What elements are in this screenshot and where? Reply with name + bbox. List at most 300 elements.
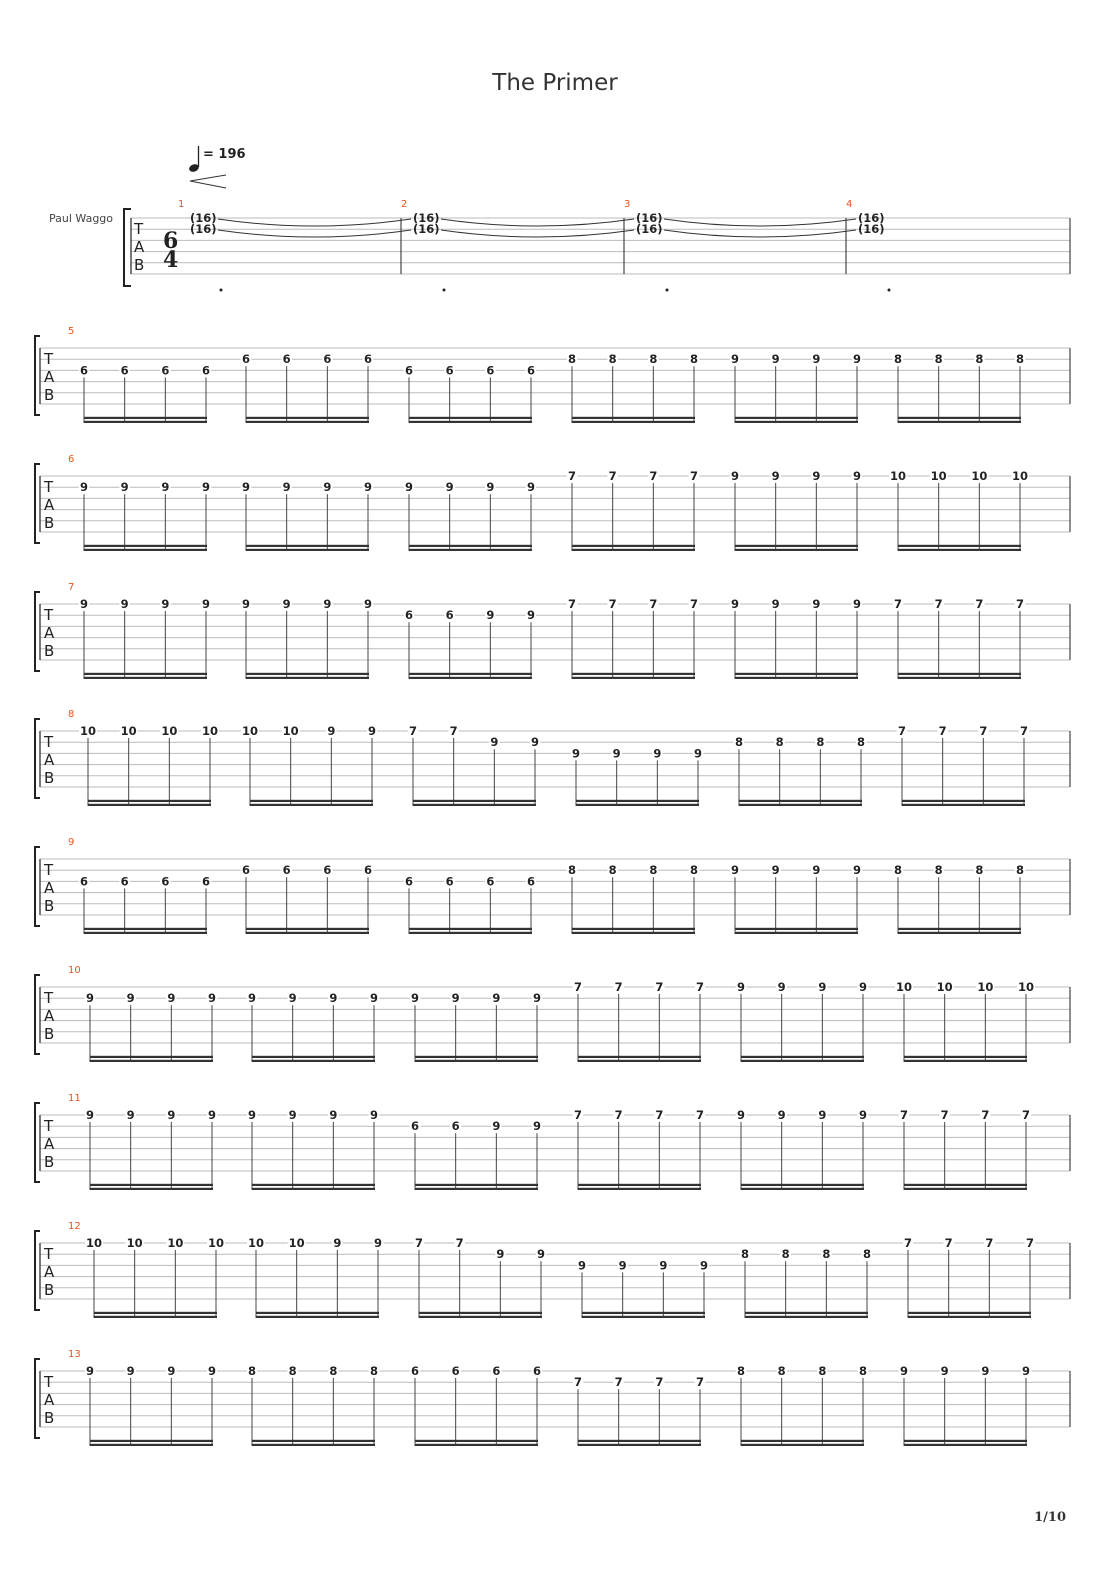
beam: [572, 928, 695, 930]
beam: [413, 800, 536, 802]
fret-number: 6: [492, 1364, 501, 1378]
fret-number: 10: [936, 980, 953, 994]
fret-number: 9: [496, 1247, 505, 1262]
fret-number: 7: [981, 1108, 990, 1122]
fret-number: 9: [369, 991, 379, 1006]
beam: [898, 928, 1021, 930]
fret-number: 9: [167, 991, 176, 1006]
beam: [246, 932, 369, 934]
beam: [88, 800, 211, 802]
fret-number: 9: [327, 724, 336, 738]
fret-number: 7: [649, 597, 658, 611]
beam: [739, 800, 862, 802]
system-bracket: [35, 1231, 40, 1310]
staff-lines: [131, 218, 1070, 274]
fret-number: 10: [241, 724, 259, 738]
fret-number: 9: [79, 480, 89, 495]
fret-number: 9: [363, 480, 373, 495]
beam: [84, 545, 207, 547]
fret-number: 6: [404, 363, 414, 378]
fret-number: 9: [282, 480, 291, 495]
tab-clef-letter: A: [44, 368, 55, 386]
fret-number: 9: [161, 480, 170, 495]
fret-number: 9: [777, 1108, 786, 1122]
beam: [252, 1188, 375, 1190]
fret-number: 8: [649, 863, 658, 878]
fret-number: 9: [492, 991, 501, 1006]
fret-number: 9: [120, 480, 129, 495]
fret-number: 9: [736, 1108, 746, 1122]
beam: [88, 804, 211, 806]
beam: [898, 421, 1021, 423]
tab-clef-t: T: [134, 220, 144, 238]
fret-number: 8: [856, 735, 866, 750]
system-bracket: [124, 209, 131, 286]
fret-number: 8: [816, 735, 825, 750]
staccato-dot: [443, 289, 446, 292]
fret-number: 9: [530, 735, 540, 750]
system-bracket: [35, 1103, 40, 1182]
tab-clef-letter: T: [44, 1117, 54, 1135]
beam: [572, 932, 695, 934]
fret-number: 7: [975, 597, 984, 611]
fret-number: (16): [413, 211, 440, 225]
fret-number: 6: [323, 352, 332, 367]
beam: [409, 673, 532, 675]
fret-number: 8: [777, 1364, 786, 1378]
fret-number: 7: [899, 1108, 909, 1122]
beam: [741, 1444, 864, 1446]
fret-number: 7: [979, 724, 988, 738]
beam: [745, 1312, 868, 1314]
beam: [84, 928, 207, 930]
fret-number: 6: [161, 363, 170, 378]
time-signature-bottom: 4: [163, 247, 179, 273]
beam: [84, 677, 207, 679]
intro-measures: [178, 199, 891, 292]
fret-number: 9: [486, 480, 495, 495]
system-bracket: [35, 336, 40, 415]
fret-number: 7: [1019, 724, 1029, 738]
fret-number: 9: [730, 863, 740, 878]
fret-number: 9: [730, 352, 740, 367]
tempo-text: = 196: [203, 147, 246, 162]
beam: [735, 549, 858, 551]
fret-number: 9: [161, 597, 170, 611]
fret-number: 9: [852, 597, 862, 611]
fret-number: 7: [414, 1236, 424, 1250]
tab-system: [35, 326, 1070, 423]
beam: [252, 1056, 375, 1058]
fret-number: 7: [573, 980, 583, 994]
beam: [739, 804, 862, 806]
staccato-dot: [220, 289, 223, 292]
beam: [908, 1316, 1031, 1318]
fret-number: 6: [79, 363, 89, 378]
fret-number: 9: [653, 746, 662, 761]
beam: [572, 677, 695, 679]
measure-number: 9: [68, 837, 75, 848]
fret-number: 6: [363, 352, 373, 367]
fret-number: 7: [897, 724, 907, 738]
measure-number: 3: [624, 199, 631, 210]
fret-number: 7: [449, 724, 458, 738]
tab-clef-letter: B: [44, 386, 55, 404]
fret-number: 10: [1011, 469, 1029, 483]
tab-clef-a: A: [134, 238, 145, 256]
fret-number: 8: [369, 1364, 379, 1378]
fret-number: 8: [934, 863, 943, 878]
beam: [246, 677, 369, 679]
fret-number: 9: [659, 1258, 668, 1273]
fret-number: 9: [852, 469, 862, 483]
measure-number: 8: [68, 709, 75, 720]
fret-number: 7: [408, 724, 418, 738]
fret-number: 10: [207, 1236, 225, 1250]
fret-number: 7: [655, 1108, 664, 1122]
fret-number: 7: [573, 1108, 583, 1122]
fret-number: 7: [614, 1375, 623, 1390]
beam: [409, 677, 532, 679]
fret-number: 7: [655, 1375, 664, 1390]
fret-number: 9: [532, 1119, 542, 1134]
tab-clef-letter: B: [44, 514, 55, 532]
fret-number: 9: [323, 480, 332, 495]
system-bracket: [35, 847, 40, 926]
measure-number: 1: [178, 199, 185, 210]
beam: [252, 1440, 375, 1442]
tab-clef-letter: B: [44, 897, 55, 915]
fret-number: 9: [490, 735, 499, 750]
beam: [741, 1440, 864, 1442]
fret-number: 6: [201, 874, 211, 889]
measure-number: 2: [401, 199, 408, 210]
fret-number: 7: [695, 1375, 705, 1390]
fret-number: (16): [858, 211, 885, 225]
fret-number: 9: [812, 597, 821, 611]
beam: [576, 800, 699, 802]
beam: [904, 1060, 1027, 1062]
fret-number: 8: [934, 352, 943, 367]
fret-number: 9: [612, 746, 621, 761]
beam: [415, 1184, 538, 1186]
fret-number: 7: [455, 1236, 464, 1250]
fret-number: 9: [329, 991, 338, 1006]
beam: [94, 1316, 217, 1318]
fret-number: 9: [201, 480, 211, 495]
beam: [409, 932, 532, 934]
fret-number: 10: [161, 724, 178, 738]
fret-number: 9: [981, 1364, 990, 1378]
fret-number: 9: [85, 1364, 95, 1378]
fret-number: 9: [207, 1108, 217, 1122]
beam: [90, 1056, 213, 1058]
tempo-marking: [188, 146, 245, 188]
beam: [84, 932, 207, 934]
fret-number: 9: [812, 352, 821, 367]
beam: [572, 545, 695, 547]
system-bracket: [35, 464, 40, 543]
system-bracket: [35, 719, 40, 798]
measure-number: 10: [68, 965, 81, 976]
tab-clef-letter: B: [44, 642, 55, 660]
beam: [902, 804, 1025, 806]
fret-number: 6: [120, 874, 129, 889]
fret-number: 9: [410, 991, 420, 1006]
fret-number: 6: [451, 1119, 460, 1134]
fret-number: 8: [689, 863, 699, 878]
fret-number: 6: [445, 608, 454, 623]
fret-number: 9: [126, 1364, 135, 1378]
fret-number: 8: [858, 1364, 868, 1378]
tab-clef-letter: B: [44, 1025, 55, 1043]
tab-system: [35, 965, 1070, 1062]
fret-number: 6: [451, 1364, 460, 1378]
beam: [94, 1312, 217, 1314]
fret-number: 9: [288, 991, 297, 1006]
fret-number: 8: [567, 863, 577, 878]
fret-number: 8: [288, 1364, 297, 1378]
fret-number: 9: [532, 991, 542, 1006]
fret-number: 6: [363, 863, 373, 878]
beam: [415, 1056, 538, 1058]
fret-number: 7: [608, 469, 617, 483]
fret-number: 9: [241, 597, 251, 611]
fret-number: 6: [526, 363, 536, 378]
system-bracket: [35, 592, 40, 671]
beam: [898, 417, 1021, 419]
beam: [246, 673, 369, 675]
beam: [415, 1444, 538, 1446]
fret-number: 9: [858, 1108, 868, 1122]
fret-number: 9: [247, 1108, 257, 1122]
beam: [84, 417, 207, 419]
fret-number: 9: [852, 352, 862, 367]
beam: [415, 1440, 538, 1442]
fret-number: 9: [699, 1258, 709, 1273]
tie-arc: [218, 219, 411, 226]
beam: [572, 417, 695, 419]
fret-number: 10: [85, 1236, 103, 1250]
fret-number: 7: [1015, 597, 1025, 611]
beam: [578, 1060, 701, 1062]
beam: [419, 1316, 542, 1318]
beam: [898, 549, 1021, 551]
fret-number: 7: [573, 1375, 583, 1390]
beam: [246, 549, 369, 551]
tie-arc: [218, 230, 411, 237]
fret-number: 9: [771, 597, 780, 611]
tab-clef-letter: A: [44, 879, 55, 897]
fret-number: 9: [247, 991, 257, 1006]
tab-clef-letter: B: [44, 1281, 55, 1299]
fret-number: 6: [79, 874, 89, 889]
fret-number: 7: [655, 980, 664, 994]
fret-number: 9: [120, 597, 129, 611]
fret-number: 7: [1021, 1108, 1031, 1122]
measure-number: 13: [68, 1349, 81, 1360]
fret-number: 10: [201, 724, 219, 738]
fret-number: 10: [977, 980, 994, 994]
fret-number: 9: [526, 480, 536, 495]
fret-number: 9: [536, 1247, 546, 1262]
fret-number: 9: [736, 980, 746, 994]
fret-number: (16): [190, 222, 217, 236]
beam: [745, 1316, 868, 1318]
fret-number: (16): [858, 222, 885, 236]
beam: [90, 1184, 213, 1186]
fret-number: 9: [207, 991, 217, 1006]
tab-system: [35, 1221, 1070, 1318]
beam: [90, 1440, 213, 1442]
fret-number: 10: [889, 469, 907, 483]
fret-number: 9: [323, 597, 332, 611]
fret-number: 8: [975, 863, 984, 878]
tab-clef-letter: T: [44, 861, 54, 879]
beam: [409, 549, 532, 551]
tab-clef-letter: T: [44, 350, 54, 368]
beam: [84, 549, 207, 551]
fret-number: 9: [369, 1108, 379, 1122]
fret-number: 7: [567, 469, 577, 483]
measure-number: 7: [68, 582, 75, 593]
fret-number: 9: [852, 863, 862, 878]
tab-clef-letter: B: [44, 1153, 55, 1171]
beam: [578, 1440, 701, 1442]
fret-number: 9: [693, 746, 703, 761]
beam: [250, 804, 373, 806]
beam: [904, 1440, 1027, 1442]
fret-number: 7: [940, 1108, 949, 1122]
fret-number: 9: [167, 1108, 176, 1122]
tab-clef-b: B: [134, 256, 145, 274]
beam: [735, 545, 858, 547]
fret-number: 10: [288, 1236, 305, 1250]
tab-clef-letter: A: [44, 1263, 55, 1281]
staccato-dot: [888, 289, 891, 292]
intro-system: [124, 199, 1070, 292]
beam: [735, 421, 858, 423]
fret-number: 7: [649, 469, 658, 483]
measure-number: 12: [68, 1221, 81, 1232]
tie-arc: [441, 219, 634, 226]
fret-number: 6: [532, 1364, 542, 1378]
system-bracket: [35, 975, 40, 1054]
fret-number: 9: [373, 1236, 383, 1250]
fret-number: 6: [282, 863, 291, 878]
fret-number: 8: [893, 352, 903, 367]
beam: [904, 1188, 1027, 1190]
tie-arc: [441, 230, 634, 237]
beam: [246, 421, 369, 423]
beam: [741, 1060, 864, 1062]
fret-number: 7: [903, 1236, 913, 1250]
beam: [578, 1188, 701, 1190]
tab-clef-letter: T: [44, 733, 54, 751]
fret-number: 7: [614, 980, 623, 994]
fret-number: 9: [85, 1108, 95, 1122]
beam: [256, 1316, 379, 1318]
fret-number: 10: [895, 980, 913, 994]
tab-system: [35, 582, 1070, 679]
beam: [741, 1184, 864, 1186]
fret-number: 9: [201, 597, 211, 611]
fret-number: 7: [944, 1236, 953, 1250]
fret-number: 7: [689, 597, 699, 611]
tab-clef-letter: T: [44, 478, 54, 496]
fret-number: (16): [636, 211, 663, 225]
fret-number: 6: [486, 363, 495, 378]
beam: [582, 1312, 705, 1314]
crescendo-icon: [190, 175, 226, 188]
fret-number: 9: [445, 480, 454, 495]
fret-number: 8: [247, 1364, 257, 1378]
beam: [246, 928, 369, 930]
beam: [84, 421, 207, 423]
fret-number: 10: [126, 1236, 143, 1250]
fret-number: 9: [771, 352, 780, 367]
beam: [413, 804, 536, 806]
fret-number: 7: [1025, 1236, 1035, 1250]
beam: [735, 928, 858, 930]
tab-system: [35, 837, 1070, 934]
fret-number: 6: [445, 363, 454, 378]
fret-number: 9: [79, 597, 89, 611]
fret-number: 9: [329, 1108, 338, 1122]
fret-number: 6: [445, 874, 454, 889]
fret-number: 7: [695, 1108, 705, 1122]
beam: [578, 1056, 701, 1058]
fret-number: 7: [567, 597, 577, 611]
beam: [741, 1056, 864, 1058]
fret-number: 8: [1015, 352, 1025, 367]
tab-clef-letter: T: [44, 989, 54, 1007]
fret-number: 9: [367, 724, 377, 738]
beam: [904, 1444, 1027, 1446]
fret-number: 9: [241, 480, 251, 495]
measure-number: 6: [68, 454, 75, 465]
beam: [572, 421, 695, 423]
fret-number: 9: [618, 1258, 627, 1273]
fret-number: 8: [608, 352, 617, 367]
beam: [735, 417, 858, 419]
fret-number: 7: [689, 469, 699, 483]
fret-number: 6: [410, 1364, 420, 1378]
beam: [246, 545, 369, 547]
fret-number: 8: [975, 352, 984, 367]
fret-number: (16): [636, 222, 663, 236]
tab-clef-letter: A: [44, 1007, 55, 1025]
fret-number: 7: [614, 1108, 623, 1122]
fret-number: 6: [404, 874, 414, 889]
beam: [904, 1056, 1027, 1058]
beam: [735, 932, 858, 934]
fret-number: 10: [167, 1236, 184, 1250]
tab-system: [35, 454, 1070, 551]
fret-number: 6: [161, 874, 170, 889]
fret-number: 6: [120, 363, 129, 378]
staccato-dot: [666, 289, 669, 292]
fret-number: 8: [893, 863, 903, 878]
fret-number: 7: [938, 724, 947, 738]
fret-number: 7: [695, 980, 705, 994]
measure-number: 11: [68, 1093, 81, 1104]
beam: [409, 545, 532, 547]
beam: [735, 673, 858, 675]
fret-number: 9: [363, 597, 373, 611]
fret-number: 10: [79, 724, 97, 738]
beam: [578, 1184, 701, 1186]
